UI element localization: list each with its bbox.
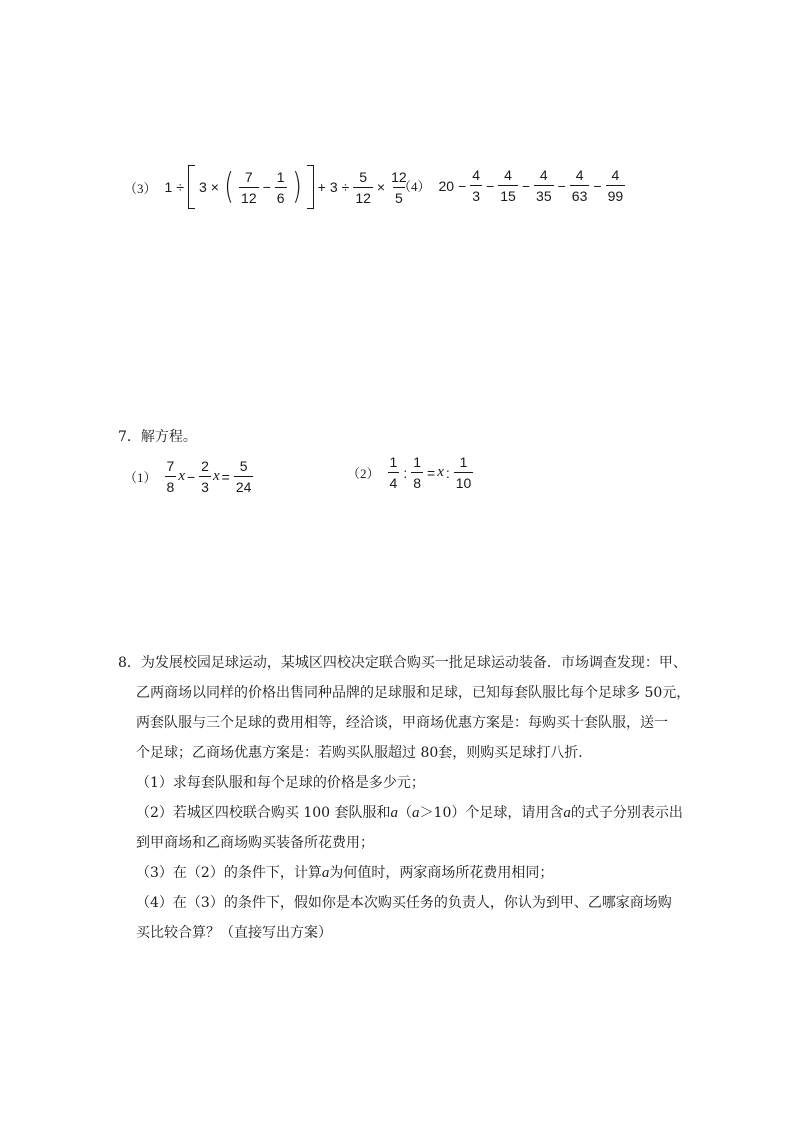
variable-x: x [437,464,444,480]
denominator: 5 [393,187,405,205]
denominator: 8 [411,472,423,490]
denominator: 15 [498,185,518,203]
denominator: 12 [353,187,373,205]
left-square-bracket [188,165,195,209]
numerator: 5 [239,458,248,474]
numerator: 12 [391,168,407,185]
number: 1 [164,179,173,195]
left-paren: ( [224,166,234,207]
minus-sign: − [486,177,495,194]
ratio-colon: : [445,464,450,481]
equals-sign: = [427,464,436,481]
numerator: 4 [611,167,620,183]
variable-a: a [390,805,399,821]
denominator: 24 [234,476,254,494]
number: 3 [329,179,338,195]
denominator: 3 [199,476,211,494]
numerator: 7 [244,168,253,185]
part-label: （3） [124,180,157,196]
numerator: 1 [459,454,468,470]
question-4-continued: 买比较合算？（直接写出方案） [136,925,332,941]
divide-sign: ÷ [341,179,350,195]
question-text: （ [398,805,413,821]
question-4: （4）在（3）的条件下，假如你是本次购买任务的负责人，你认为到甲、乙哪家商场购 [136,895,672,911]
problem6-part3 [124,165,411,209]
fraction [470,168,482,203]
fraction [388,455,400,490]
denominator: 12 [239,187,259,205]
numerator: 1 [389,454,398,470]
denominator: 6 [275,187,287,205]
numerator: 2 [201,458,209,474]
variable-a: a [321,865,330,881]
ratio-colon: : [403,464,408,481]
fraction [606,168,626,203]
part-label: （2） [347,466,380,481]
question-2-continued: 到甲商场和乙商场购买装备所花费用； [136,835,374,851]
denominator: 99 [606,185,626,203]
denominator: 63 [570,185,590,203]
problem7-equation1 [124,459,255,494]
fraction [454,455,474,490]
numerator: 7 [166,458,175,474]
question-2 [118,798,683,828]
problem7-equation2 [347,455,475,490]
numerator: 1 [413,454,421,470]
variable-a: a [563,805,571,821]
question-text: （3）在（2）的条件下，计算 [136,865,322,881]
question-3 [118,858,678,888]
denominator: 10 [454,472,474,490]
fraction [498,168,518,203]
problem7-title: 7．解方程。 [118,429,197,445]
numerator: 4 [472,167,481,183]
fraction [411,455,423,490]
problem8-line: 8．为发展校园足球运动，某城区四校决定联合购买一批足球运动装备．市场调查发现：甲、 [118,655,687,671]
minus-sign: − [186,468,196,485]
number: 3 [199,179,207,195]
problem8-line: 乙两商场以同样的价格出售同种品牌的足球服和足球，已知每套队服比每个足球多 50元， [136,685,691,701]
divide-sign: ÷ [176,179,184,195]
numerator: 4 [504,167,512,183]
numerator: 4 [575,167,584,183]
denominator: 4 [388,472,400,490]
minus-sign: − [557,177,566,194]
variable-x: x [178,468,185,484]
right-paren: ) [291,166,302,207]
denominator: 3 [470,185,482,203]
numerator: 1 [276,168,285,185]
minus-sign: − [593,177,602,194]
variable-a: a [412,805,420,821]
problem6-part4 [398,168,627,203]
question-text: 的式子分别表示出 [570,805,683,821]
problem8-line: 个足球；乙商场优惠方案是：若购买队服超过 80套，则购买足球打八折． [136,745,593,761]
plus-sign: + [317,179,326,195]
part-label: （4） [398,179,431,194]
times-sign: × [210,179,219,195]
fraction [353,170,373,205]
minus-sign: − [458,177,467,194]
right-square-bracket [307,165,314,209]
fraction [165,459,177,494]
problem8 [118,648,691,948]
question-text: （2）若城区四校联合购买 100 套队服和 [136,805,391,821]
denominator: 35 [534,185,554,203]
fraction [199,459,211,494]
numerator: 4 [539,167,548,183]
number: 20 [438,177,455,194]
minus-sign: − [521,177,531,194]
denominator: 8 [165,476,177,494]
fraction [570,168,590,203]
fraction [239,170,259,205]
variable-x: x [212,468,220,484]
fraction [234,459,254,494]
question-text: ＞10）个足球，请用含 [419,805,564,821]
equals-sign: = [221,468,230,485]
problem8-line: 两套队服与三个足球的费用相等，经洽谈，甲商场优惠方案是：每购买十套队服，送一 [136,715,668,731]
numerator: 5 [359,168,367,185]
fraction [534,168,554,203]
question-1: （1）求每套队服和每个足球的价格是多少元； [136,775,425,791]
part-label: （1） [124,470,157,485]
question-text: 为何值时，两家商场所花费用相同； [329,865,554,881]
minus-sign: − [262,179,271,195]
fraction [275,170,287,205]
times-sign: × [376,179,386,195]
